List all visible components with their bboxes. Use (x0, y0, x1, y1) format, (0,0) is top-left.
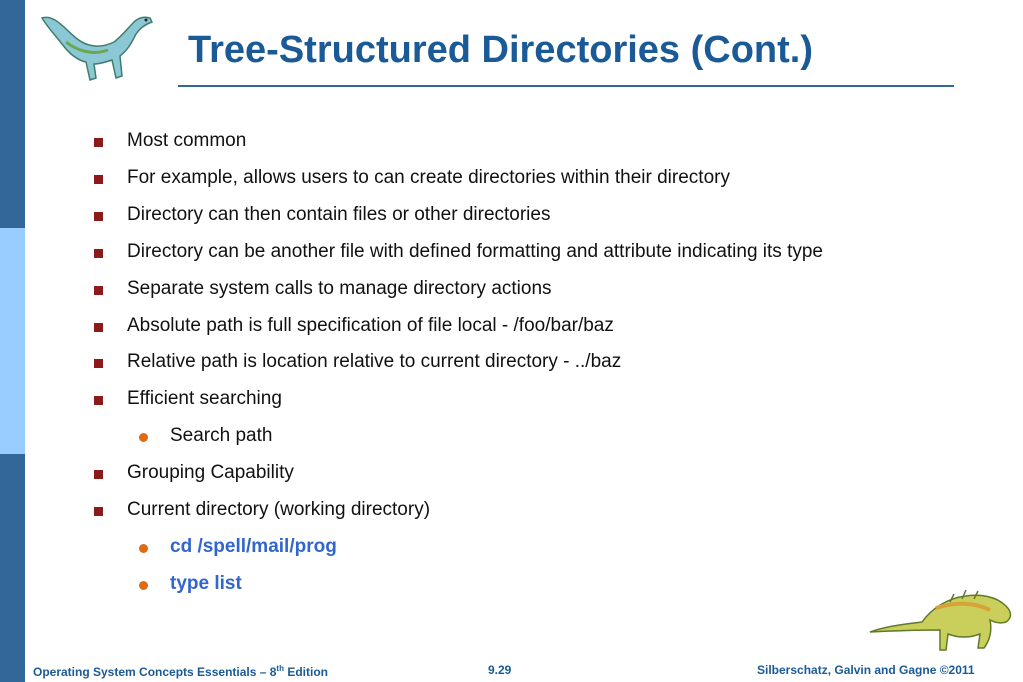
footer-book-title: Operating System Concepts Essentials – 8 (33, 665, 277, 679)
page-title: Tree-Structured Directories (Cont.) (188, 29, 813, 71)
bullet-text: For example, allows users to can create directories within their directory (127, 166, 730, 188)
title-divider (178, 85, 954, 87)
round-bullet-icon (139, 581, 148, 590)
sub-bullet-text: type list (170, 572, 242, 594)
round-bullet-icon (139, 433, 148, 442)
bullet-text: Separate system calls to manage directory actions (127, 277, 552, 299)
square-bullet-icon (94, 470, 103, 479)
square-bullet-icon (94, 286, 103, 295)
bullet-text: Most common (127, 130, 247, 151)
dinosaur-icon (36, 6, 156, 86)
square-bullet-icon (94, 396, 103, 405)
bullet-text: Current directory (working directory) (127, 499, 431, 520)
footer-left (33, 664, 328, 679)
bullet-text: Directory can be another file with defined formatting and attribute indicating its type (127, 240, 823, 262)
square-bullet-icon (94, 138, 103, 147)
square-bullet-icon (94, 359, 103, 368)
dinosaur-icon (866, 584, 1016, 656)
footer-authors: Silberschatz, Galvin and Gagne ©2011 (757, 663, 975, 677)
bullet-text: Absolute path is full specification of file local - /foo/bar/baz (127, 314, 614, 336)
square-bullet-icon (94, 212, 103, 221)
sub-bullet-text: Search path (170, 425, 273, 447)
sidebar-segment-bottom (0, 454, 25, 682)
sub-bullet-text: cd /spell/mail/prog (170, 535, 337, 557)
footer-edition-label: Edition (283, 665, 328, 679)
square-bullet-icon (94, 323, 103, 332)
square-bullet-icon (94, 249, 103, 258)
footer-edition-sup: th (276, 664, 284, 673)
bullet-text: Grouping Capability (127, 462, 294, 484)
sidebar-segment-top (0, 0, 25, 228)
bullet-text: Efficient searching (127, 388, 282, 410)
square-bullet-icon (94, 507, 103, 516)
sidebar-segment-middle (0, 228, 25, 454)
bullet-text: Directory can then contain files or other directories (127, 203, 551, 225)
footer-page-number: 9.29 (488, 663, 512, 677)
bullet-text: Relative path is location relative to current directory - ../baz (127, 351, 622, 373)
square-bullet-icon (94, 175, 103, 184)
round-bullet-icon (139, 544, 148, 553)
sidebar (0, 0, 25, 682)
